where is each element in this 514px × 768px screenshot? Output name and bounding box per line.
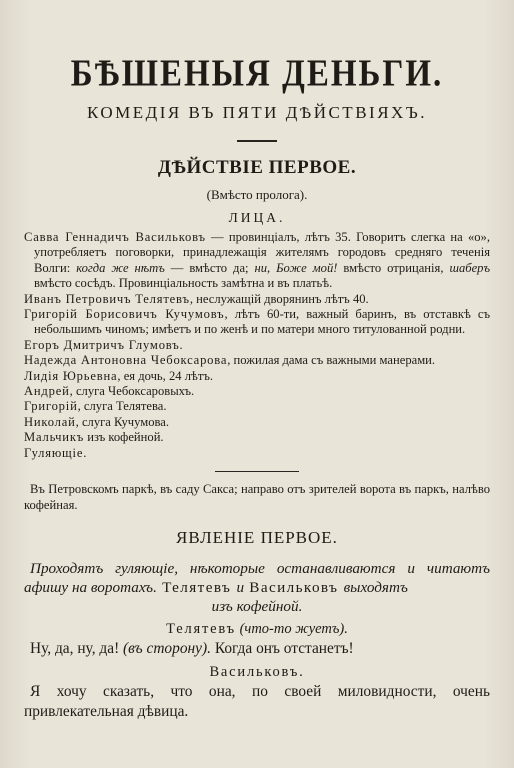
cast-item — [24, 446, 490, 461]
cast-name: Егоръ Дмитричъ Глумовъ — [24, 337, 180, 352]
cast-desc: , слуга Чебоксаровыхъ. — [69, 384, 195, 399]
cast-name: Гуляющіе — [24, 445, 84, 460]
play-subtitle: КОМЕДІЯ ВЪ ПЯТИ ДѢЙСТВІЯХЪ. — [86, 103, 428, 122]
divider — [215, 471, 299, 472]
character-name: Васильковъ — [244, 579, 344, 597]
divider-short — [237, 140, 277, 142]
stage-italic: выходятъ — [343, 579, 408, 597]
cast-desc-italic: ни, Боже мой! — [254, 260, 338, 275]
cast-name: Григорій Борисовичъ Кучумовъ — [24, 307, 225, 322]
cast-desc: , ея дочь, 24 лѣтъ. — [117, 368, 213, 383]
cast-item — [24, 430, 490, 445]
cast-desc: — провинціалъ, лѣтъ 35. Говоритъ слегка на «о», употребляетъ поговорки, принадлежащія жителямъ городовъ средняго теченія Волги: — [34, 230, 490, 275]
dialogue-text: Когда онъ отстанетъ! — [210, 640, 354, 658]
character-name: Телятевъ — [156, 579, 237, 597]
stage-italic: и — [236, 579, 245, 597]
cast-item — [24, 307, 490, 338]
cast-desc: — вмѣсто да; — [164, 260, 255, 275]
speaker-name: Васильковъ. — [209, 664, 305, 681]
cast-list — [24, 230, 490, 461]
cast-desc: , лѣтъ 60-ти, важный баринъ, въ отставкѣ съ небольшимъ чиномъ; имѣетъ и по женѣ и по матери много титулованной родни. — [34, 307, 490, 337]
cast-desc: . — [83, 445, 87, 460]
cast-item — [24, 415, 490, 430]
cast-name: Надежда Антоновна Чебоксарова — [24, 353, 228, 368]
prologue-note: (Вмѣсто пролога). — [206, 187, 308, 202]
cast-desc-italic: когда же нѣтъ — [76, 260, 165, 275]
speaker-label: Телятевъ — [166, 621, 236, 638]
stage-direction — [24, 559, 490, 597]
cast-desc: , слуга Телятева. — [77, 399, 167, 414]
cast-desc-italic: шаберъ — [449, 260, 490, 275]
stage-italic: Проходятъ гуляющіе, нѣкоторые останавливаются и читаютъ афишу на воротахъ. — [24, 560, 490, 597]
speaker-name — [24, 620, 490, 639]
cast-desc: , пожилая дама съ важными манерами. — [227, 353, 436, 368]
cast-item — [24, 369, 490, 384]
cast-desc: , неслужащій дворянинъ лѣтъ 40. — [189, 291, 369, 306]
cast-name: Андрей — [24, 384, 70, 399]
dialogue-text: Ну, да, ну, да! — [30, 640, 124, 658]
cast-name: Григорій — [24, 399, 78, 414]
play-title: БѢШЕНЫЯ ДЕНЬГИ. — [70, 53, 444, 95]
cast-item — [24, 292, 490, 307]
cast-name: Савва Геннадичъ Васильковъ — [24, 230, 206, 244]
cast-name: Иванъ Петровичъ Телятевъ — [24, 291, 190, 306]
cast-item — [24, 384, 490, 399]
act-heading: ДѢЙСТВІЕ ПЕРВОЕ. — [157, 157, 357, 178]
cast-desc: , слуга Кучумова. — [75, 414, 170, 429]
cast-desc: вмѣсто сосѣдъ. Провинціальность замѣтна и въ платьѣ. — [34, 276, 333, 291]
cast-item — [24, 353, 490, 368]
dialogue-line — [24, 639, 490, 659]
cast-item — [24, 399, 490, 414]
cast-desc: вмѣсто отрицанія, — [337, 260, 450, 275]
setting-description: Въ Петровскомъ паркѣ, въ саду Сакса; направо отъ зрителей ворота въ паркъ, налѣво кофейная. — [24, 482, 490, 512]
speaker-note: (что-то жуетъ). — [235, 621, 348, 638]
cast-item — [24, 230, 490, 292]
cast-name: Николай — [24, 414, 76, 429]
persons-heading: ЛИЦА. — [228, 210, 286, 225]
stage-direction-end: изъ кофейной. — [211, 598, 303, 616]
cast-name: Лидія Юрьевна — [24, 368, 118, 383]
cast-name: Мальчикъ — [24, 430, 85, 445]
scene-heading: ЯВЛЕНІЕ ПЕРВОЕ. — [176, 528, 338, 548]
dialogue-aside: (въ сторону). — [123, 640, 211, 658]
cast-desc: . — [179, 337, 183, 352]
cast-desc: изъ кофейной. — [84, 430, 164, 445]
cast-item — [24, 338, 490, 353]
dialogue-line: Я хочу сказать, что она, по своей миловидности, очень привлекательная дѣвица. — [24, 683, 490, 721]
